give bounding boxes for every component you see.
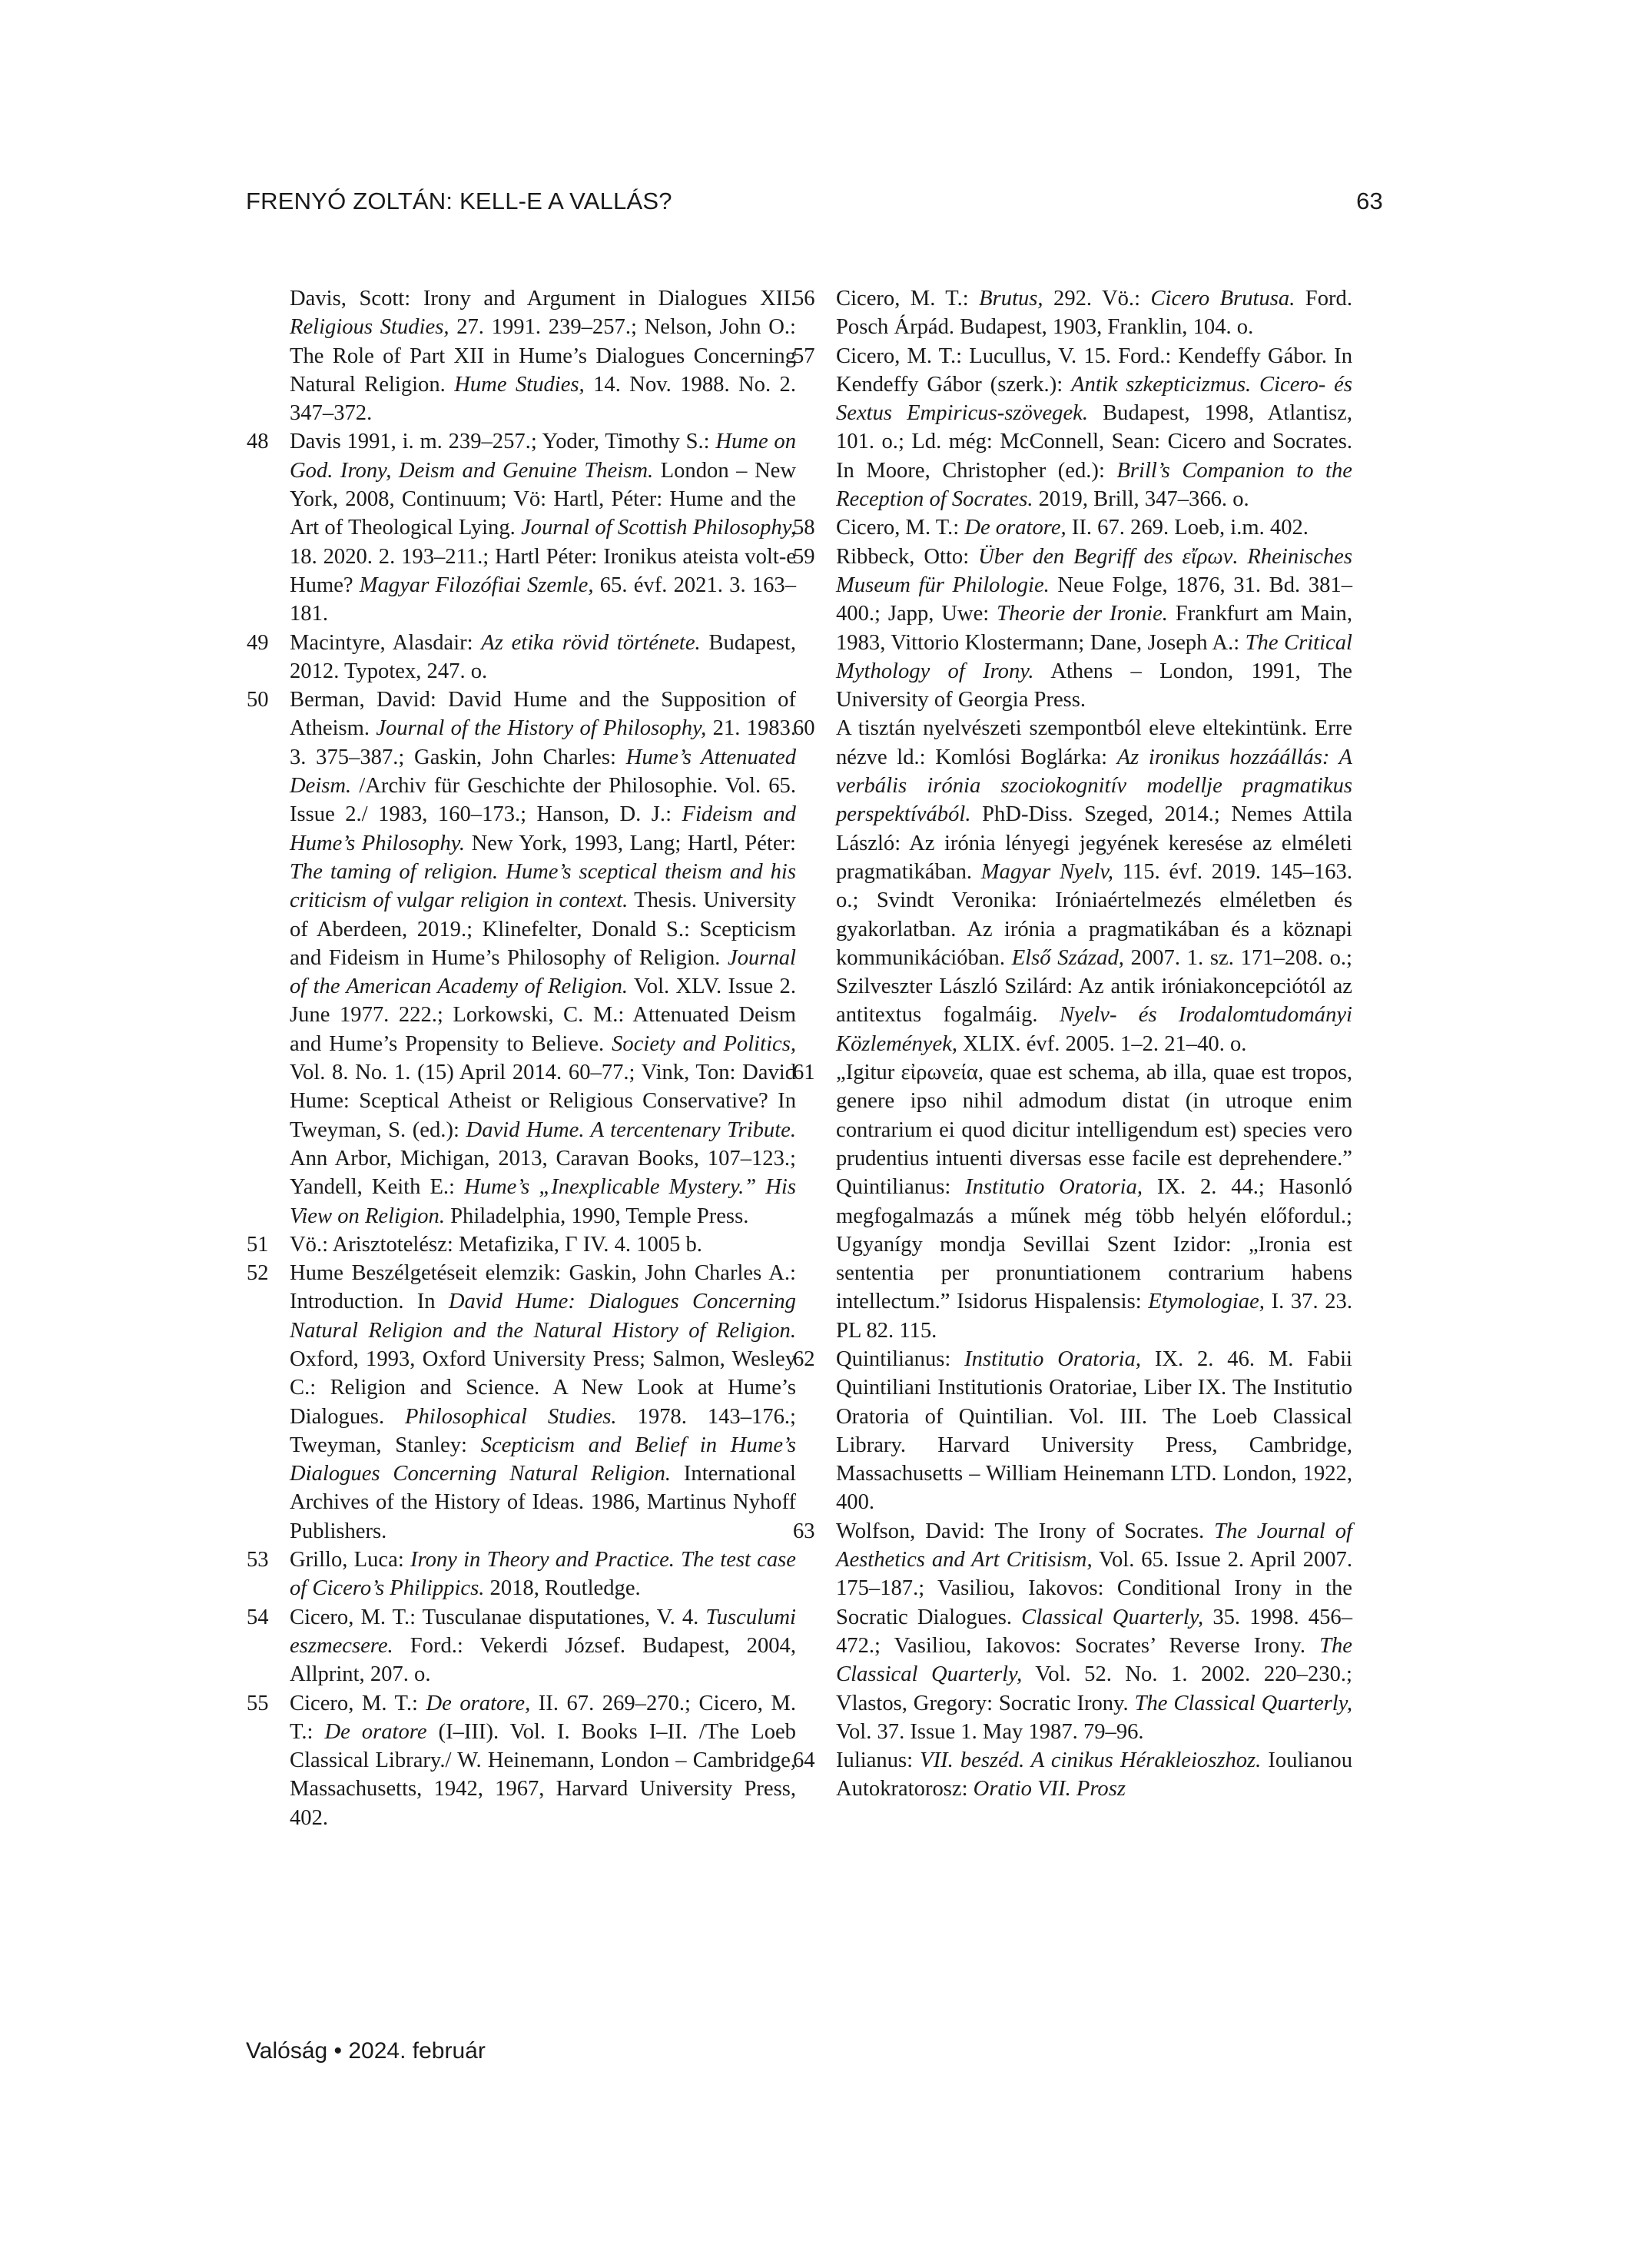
footnote-text (290, 427, 796, 628)
text-segment: Ribbeck, Otto: (836, 544, 979, 569)
footnote-number: 61 (793, 1061, 815, 1085)
italic-title: Institutio Oratoria, (964, 1347, 1142, 1371)
running-header (246, 188, 1383, 215)
text-segment: Vol. 37. Issue 1. May 1987. 79–96. (836, 1719, 1144, 1744)
italic-title: David Hume: Dialogues Concerning Natural Religion and the Natural History of Religion. (290, 1290, 796, 1343)
footnote-text (836, 1345, 1352, 1517)
footnote (247, 1546, 796, 1603)
italic-title: Irony in Theory and Practice. The test case of Cicero’s Philippics. (290, 1548, 796, 1601)
text-segment: Ioulianou Autokratorosz: (836, 1748, 1352, 1801)
text-segment: 292. Vö.: (1043, 287, 1151, 310)
italic-title: Cicero Brutusa. (1150, 287, 1295, 310)
footnote (793, 1746, 1352, 1804)
footnote-text (290, 1546, 796, 1603)
footnote-number: 50 (247, 688, 269, 712)
text-segment: (I–III). Vol. I. Books I–II. /The Loeb Classical Library./ W. Heinemann, London – Cambridge, Massachusetts, 1942, 1967, Harvard University Press, 402. (290, 1719, 796, 1830)
italic-title: Első Század, (1011, 945, 1124, 970)
text-segment: Ford. Posch Árpád. Budapest, 1903, Franklin, 104. o. (836, 287, 1352, 340)
footnote-text (836, 342, 1352, 514)
italic-title: The Journal of Aesthetics and Art Critisism, (836, 1519, 1352, 1572)
footnote-number: 55 (247, 1691, 269, 1715)
italic-title: David Hume. A tercentenary Tribute. (466, 1117, 797, 1142)
italic-title: Magyar Nyelv, (980, 859, 1114, 884)
text-segment: Iulianus: (836, 1748, 920, 1773)
footnote (793, 1517, 1352, 1746)
text-segment: 2019, Brill, 347–366. o. (1033, 487, 1249, 512)
italic-title: VII. beszéd. A cinikus Hérakleioszhoz. (920, 1748, 1262, 1773)
text-segment: 27. 1991. 239–257.; Nelson, John O.: The Role of Part XII in Hume’s Dialogues Concerning Natural Religion. (290, 315, 796, 397)
text-segment: Vol. 52. No. 1. 2002. 220–230.; Vlastos, Gregory: Socratic Irony. (836, 1662, 1352, 1715)
right-footnote-column (793, 284, 1352, 1804)
footnote-text (290, 629, 796, 686)
italic-title: Az ironikus hozzáállás: A verbális irónia szociokognitív modellje pragmatikus perspektívából. (836, 745, 1352, 827)
footnote (247, 686, 796, 1230)
footnote-text (290, 1603, 796, 1689)
italic-title: Institutio Oratoria, (965, 1175, 1143, 1200)
text-segment: 115. évf. 2019. 145–163. o.; Svindt Veronika: Iróniaértelmezés elméletben és gyakorlatban. Az irónia a pragmatikában és a köznapi kommunikációban. (836, 859, 1352, 970)
text-segment: 35. 1998. 456–472.; Vasiliou, Iakovos: Socrates’ Reverse Irony. (836, 1605, 1352, 1658)
italic-title: Nyelv- és Irodalomtudományi Közlemények, (836, 1003, 1352, 1056)
footnote (247, 1689, 796, 1832)
footnote-number: 59 (793, 544, 815, 569)
text-segment: Quintilianus: (836, 1347, 965, 1371)
footnote-text (836, 714, 1352, 1058)
text-segment: XLIX. évf. 2005. 1–2. 21–40. o. (957, 1031, 1247, 1056)
italic-title: Tusculumi eszmecsere. (290, 1605, 796, 1658)
running-title: FRENYÓ ZOLTÁN: KELL-E A VALLÁS? (246, 188, 672, 214)
footnote-number: 48 (247, 430, 269, 454)
italic-title: Hume’s „Inexplicable Mystery.” His View on Religion. (290, 1175, 796, 1228)
footnote (247, 629, 796, 686)
text-segment: /Archiv für Geschichte der Philosophie. Vol. 65. Issue 2./ 1983, 160–173.; Hanson, D. J.: (290, 774, 796, 827)
italic-title: Über den Begriff des εἴρων. Rheinisches Museum für Philologie. (836, 544, 1352, 597)
text-segment: London – New York, 2008, Continuum; Vö: Hartl, Péter: Hume and the Art of Theological Lying. (290, 458, 796, 540)
footnote (793, 714, 1352, 1058)
italic-title: Hume Studies, (454, 372, 585, 397)
text-segment: A tisztán nyelvészeti szempontból eleve eltekintünk. Erre nézve ld.: Komlósi Boglárka: (836, 716, 1352, 769)
text-segment: Vö.: Arisztotelész: Metafizika, Γ IV. 4. 1005 b. (290, 1232, 702, 1257)
text-segment: Cicero, M. T.: (836, 516, 965, 540)
text-segment: Neue Folge, 1876, 31. Bd. 381–400.; Japp, Uwe: (836, 573, 1352, 626)
footnote-number: 62 (793, 1347, 815, 1371)
text-segment: Cicero, M. T.: (290, 1691, 426, 1715)
italic-title: Hume on God. Irony, Deism and Genuine Theism. (290, 430, 796, 483)
text-segment: 14. Nov. 1988. No. 2. 347–372. (290, 372, 796, 426)
footnote (793, 543, 1352, 715)
italic-title: Theorie der Ironie. (997, 602, 1168, 626)
text-segment: II. 67. 269. Loeb, i.m. 402. (1066, 516, 1309, 540)
italic-title: De oratore (324, 1719, 427, 1744)
italic-title: Classical Quarterly, (1021, 1605, 1204, 1629)
page-footer: Valóság • 2024. február (246, 2038, 486, 2064)
text-segment: Cicero, M. T.: Tusculanae disputationes, V. 4. (290, 1605, 706, 1629)
text-segment: 21. 1983. 3. 375–387.; Gaskin, John Charles: (290, 716, 796, 769)
footnote-text (290, 1230, 796, 1259)
italic-title: Magyar Filozófiai Szemle, (359, 573, 594, 597)
footnote (793, 284, 1352, 342)
italic-title: Brutus, (979, 287, 1043, 310)
italic-title: Brill’s Companion to the Reception of Socrates. (836, 458, 1352, 512)
footnote-number: 54 (247, 1605, 269, 1629)
footnote (793, 513, 1352, 542)
italic-title: De oratore, (426, 1691, 531, 1715)
text-segment: „Igitur εἰρωνεία, quae est schema, ab illa, quae est tropos, genere ipso nihil admodum distat (in utroque enim contrarium ei quod dicitur intelligendum est) species vero prudentius intuenti diversas esse facile est deprehendere.” Quintilianus: (836, 1061, 1352, 1200)
text-segment: 65. évf. 2021. 3. 163–181. (290, 573, 796, 626)
footnote (247, 284, 796, 427)
text-segment: Athens – London, 1991, The University of Georgia Press. (836, 659, 1352, 712)
text-segment: Cicero, M. T.: Lucullus, V. 15. Ford.: Kendeffy Gábor. In Kendeffy Gábor (szerk.): (836, 344, 1352, 397)
italic-title: The Classical Quarterly, (1134, 1691, 1352, 1715)
footnote-text (290, 1259, 796, 1546)
text-segment: Oxford, 1993, Oxford University Press; Salmon, Wesley C.: Religion and Science. A New Look at Hume’s Dialogues. (290, 1347, 796, 1429)
footnote-text (836, 284, 1352, 342)
italic-title: Oratio VII. Prosz (973, 1777, 1126, 1801)
text-segment: Wolfson, David: The Irony of Socrates. (836, 1519, 1215, 1543)
footnote-number: 63 (793, 1519, 815, 1543)
text-segment: New York, 1993, Lang; Hartl, Péter: (465, 831, 796, 855)
page-number: 63 (1356, 188, 1383, 214)
footnote-number: 58 (793, 516, 815, 540)
text-segment: Grillo, Luca: (290, 1548, 410, 1572)
footnote-number: 52 (247, 1261, 269, 1286)
text-segment: IX. 2. 44.; Hasonló megfogalmazás a műnek még több helyén előfordul.; Ugyanígy mondja Sevillai Szent Izidor: „Ironia est sententia per pronuntiationem contrarium habens intellectum.” Isidorus Hispalensis: (836, 1175, 1352, 1314)
text-segment: Davis, Scott: Irony and Argument in Dialogues XII. (290, 287, 796, 310)
text-segment: Berman, David: David Hume and the Supposition of Atheism. (290, 688, 796, 741)
text-segment: I. 37. 23. PL 82. 115. (836, 1290, 1352, 1343)
footnote-text (290, 686, 796, 1230)
italic-title: Etymologiae, (1148, 1290, 1265, 1314)
footnote (247, 1603, 796, 1689)
text-segment: Frankfurt am Main, 1983, Vittorio Klostermann; Dane, Joseph A.: (836, 602, 1352, 655)
footnote (793, 1058, 1352, 1345)
text-segment: 18. 2020. 2. 193–211.; Hartl Péter: Ironikus ateista volt-e Hume? (290, 544, 796, 597)
italic-title: Society and Politics, (612, 1031, 796, 1056)
footnote-text (836, 1058, 1352, 1345)
footnote-number: 64 (793, 1748, 815, 1773)
footnote-text (290, 1689, 796, 1832)
italic-title: Scepticism and Belief in Hume’s Dialogues Concerning Natural Religion. (290, 1433, 796, 1486)
italic-title: The Classical Quarterly, (836, 1633, 1352, 1687)
text-segment: PhD-Diss. Szeged, 2014.; Nemes Attila László: Az irónia lényegi jegyének keresése az elméleti pragmatikában. (836, 802, 1352, 884)
text-segment: Budapest, 1998, Atlantisz, 101. o.; Ld. még: McConnell, Sean: Cicero and Socrates. In Moore, Christopher (ed.): (836, 401, 1352, 483)
text-segment: 2007. 1. sz. 171–208. o.; Szilveszter László Szilárd: Az antik iróniakoncepciótól az antitextus fogalmáig. (836, 945, 1353, 1028)
italic-title: Antik szkepticizmus. Cicero- és Sextus Empiricus-szövegek. (836, 372, 1352, 426)
italic-title: Hume’s Attenuated Deism. (290, 745, 796, 799)
left-footnote-column (247, 284, 796, 1832)
footnote (793, 1345, 1352, 1517)
text-segment: Thesis. University of Aberdeen, 2019.; Klinefelter, Donald S.: Scepticism and Fideism in Hume’s Philosophy of Religion. (290, 888, 796, 970)
text-segment: IX. 2. 46. M. Fabii Quintiliani Institutionis Oratoriae, Liber IX. The Institutio Oratoria of Quintilian. Vol. III. The Loeb Classical Library. Harvard University Press, Cambridge, Massachusetts – William Heinemann LTD. London, 1922, 400. (836, 1347, 1352, 1515)
footnote-number: 60 (793, 716, 815, 741)
text-segment: Vol. XLV. Issue 2. June 1977. 222.; Lorkowski, C. M.: Attenuated Deism and Hume’s Propensity to Believe. (290, 975, 796, 1056)
italic-title: Fideism and Hume’s Philosophy. (290, 802, 796, 855)
text-segment: International Archives of the History of Ideas. 1986, Martinus Nyhoff Publishers. (290, 1462, 796, 1543)
italic-title: Religious Studies, (290, 315, 449, 340)
italic-title: Journal of Scottish Philosophy, (521, 516, 796, 540)
text-segment: Hume Beszélgetéseit elemzik: Gaskin, John Charles A.: Introduction. In (290, 1261, 796, 1314)
text-segment: Ford.: Vekerdi József. Budapest, 2004, Allprint, 207. o. (290, 1633, 796, 1687)
footnote-number: 57 (793, 344, 815, 368)
italic-title: The taming of religion. Hume’s sceptical theism and his criticism of vulgar religion in context. (290, 859, 796, 913)
italic-title: Az etika rövid története. (481, 630, 701, 655)
text-segment: Philadelphia, 1990, Temple Press. (444, 1204, 749, 1228)
text-segment: Vol. 65. Issue 2. April 2007. 175–187.; Vasiliou, Iakovos: Conditional Irony in the Socratic Dialogues. (836, 1548, 1352, 1629)
text-segment: Vol. 8. No. 1. (15) April 2014. 60–77.; Vink, Ton: David Hume: Sceptical Atheist or Religious Conservative? In Tweyman, S. (ed.): (290, 1061, 796, 1142)
italic-title: The Critical Mythology of Irony. (836, 630, 1352, 683)
text-segment: Macintyre, Alasdair: (290, 630, 482, 655)
footnote-number: 49 (247, 630, 269, 655)
footnote-text (290, 284, 796, 427)
text-segment: 1978. 143–176.; Tweyman, Stanley: (290, 1404, 796, 1457)
text-segment: Ann Arbor, Michigan, 2013, Caravan Books, 107–123.; Yandell, Keith E.: (290, 1146, 796, 1200)
footnote-text (836, 1746, 1352, 1804)
footnote (247, 1230, 796, 1259)
footnote-number: 53 (247, 1548, 269, 1572)
footnote (247, 1259, 796, 1546)
footnote (793, 342, 1352, 514)
italic-title: De oratore, (964, 516, 1066, 540)
italic-title: Journal of the American Academy of Religion. (290, 945, 796, 999)
footnote-number: 56 (793, 287, 815, 310)
text-segment: Cicero, M. T.: (836, 287, 980, 310)
text-segment: Davis 1991, i. m. 239–257.; Yoder, Timothy S.: (290, 430, 716, 454)
text-segment: Budapest, 2012. Typotex, 247. o. (290, 630, 796, 683)
italic-title: Philosophical Studies. (405, 1404, 617, 1429)
text-segment: II. 67. 269–270.; Cicero, M. T.: (290, 1691, 796, 1744)
footnote-text (836, 543, 1352, 715)
italic-title: Journal of the History of Philosophy, (376, 716, 707, 741)
footnote (247, 427, 796, 628)
footnote-number: 51 (247, 1232, 269, 1257)
footnote-text (836, 1517, 1352, 1746)
footnote-text (836, 513, 1352, 542)
text-segment: 2018, Routledge. (484, 1576, 641, 1601)
